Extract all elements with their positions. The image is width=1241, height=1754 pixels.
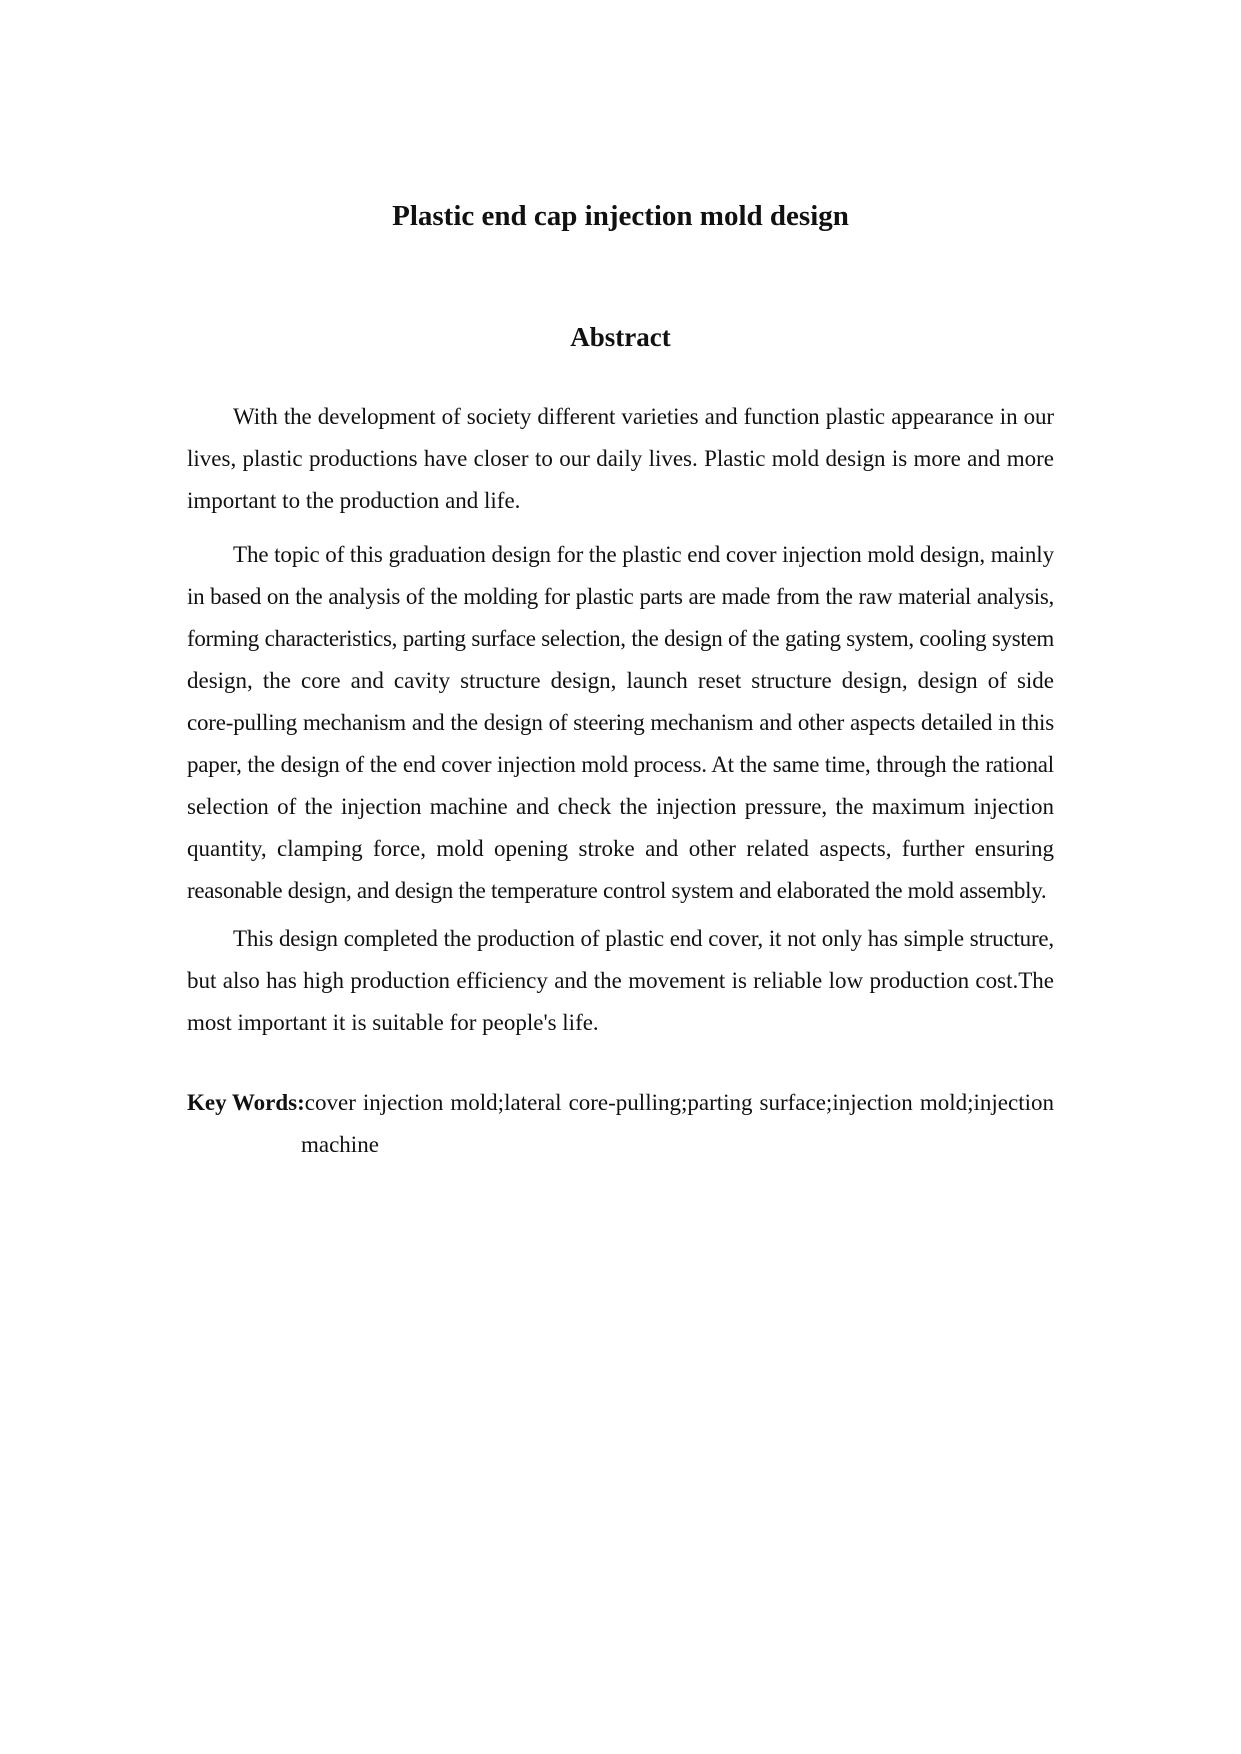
paragraph-line: in based on the analysis of the molding for plastic parts are made from the raw material analysis, bbox=[187, 584, 1054, 609]
paragraph-line: forming characteristics, parting surface selection, the design of the gating system, cooling system bbox=[187, 626, 1054, 651]
document-title: Plastic end cap injection mold design bbox=[392, 200, 849, 232]
keywords-line-1 bbox=[187, 1082, 1054, 1124]
abstract-heading: Abstract bbox=[570, 322, 671, 352]
paragraph-1 bbox=[187, 396, 1054, 522]
paragraph-2 bbox=[187, 534, 1054, 912]
paragraph-line: The topic of this graduation design for the plastic end cover injection mold design, mainly bbox=[233, 542, 1054, 567]
paragraph-line: With the development of society different varieties and function plastic appearance in our bbox=[233, 404, 1054, 429]
paragraph-line: but also has high production efficiency and the movement is reliable low production cost.The bbox=[187, 968, 1054, 993]
paragraph-line: lives, plastic productions have closer to our daily lives. Plastic mold design is more and more bbox=[187, 446, 1054, 471]
keywords-label: Key Words: bbox=[187, 1090, 305, 1115]
paragraph-line: paper, the design of the end cover injection mold process. At the same time, through the rational bbox=[187, 752, 1054, 777]
paragraph-line: reasonable design, and design the temperature control system and elaborated the mold assembly. bbox=[187, 878, 1047, 903]
keywords-text: cover injection mold;lateral core-pulling;parting surface;injection mold;injection bbox=[304, 1090, 1054, 1115]
paragraph-line: core-pulling mechanism and the design of steering mechanism and other aspects detailed in this bbox=[187, 710, 1054, 735]
paragraph-line: important to the production and life. bbox=[187, 488, 521, 513]
paragraph-3 bbox=[187, 918, 1054, 1044]
paragraph-line: design, the core and cavity structure design, launch reset structure design, design of side bbox=[187, 668, 1054, 693]
keywords-line-2: machine bbox=[301, 1132, 379, 1157]
keywords bbox=[187, 1082, 1054, 1166]
paragraph-line: quantity, clamping force, mold opening stroke and other related aspects, further ensuring bbox=[187, 836, 1054, 861]
paragraph-line: This design completed the production of plastic end cover, it not only has simple structure, bbox=[233, 926, 1054, 951]
paragraph-line: selection of the injection machine and check the injection pressure, the maximum injection bbox=[187, 794, 1054, 819]
paragraph-line: most important it is suitable for people's life. bbox=[187, 1010, 599, 1035]
